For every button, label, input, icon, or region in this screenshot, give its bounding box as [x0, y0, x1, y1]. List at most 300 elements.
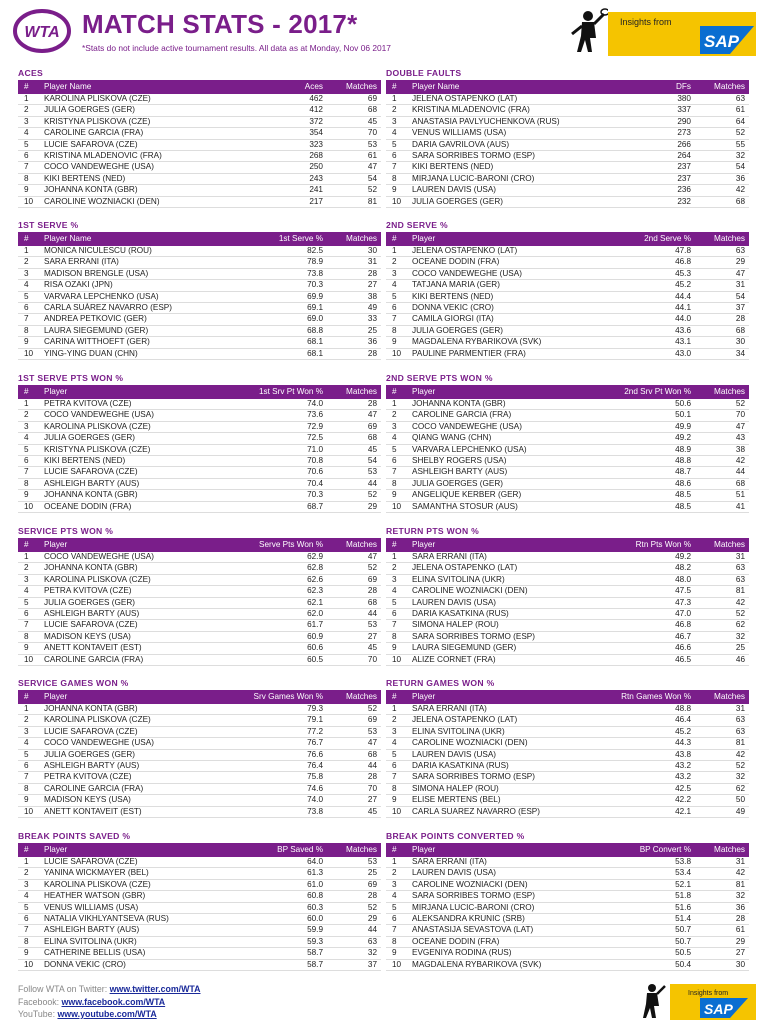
header-rank: # — [392, 845, 397, 854]
stat-cell: 50.1 — [675, 410, 691, 420]
player-cell: LAUREN DAVIS (USA) — [412, 749, 497, 759]
rank-cell: 5 — [24, 597, 29, 607]
matches-cell: 70 — [367, 783, 377, 793]
player-cell: JELENA OSTAPENKO (LAT) — [412, 715, 518, 725]
matches-cell: 42 — [735, 749, 745, 759]
matches-cell: 47 — [735, 421, 745, 431]
table-row — [386, 857, 749, 868]
wta-logo-text: WTA — [24, 24, 60, 41]
rank-cell: 4 — [392, 433, 397, 443]
rank-cell: 9 — [24, 795, 29, 805]
stat-cell: 69.0 — [307, 314, 323, 324]
player-cell: LAURA SIEGEMUND (GER) — [412, 643, 517, 653]
stat-cell: 59.3 — [307, 936, 323, 946]
table-row — [386, 479, 749, 490]
player-cell: VENUS WILLIAMS (USA) — [412, 128, 507, 138]
rank-cell: 5 — [24, 749, 29, 759]
matches-cell: 68 — [735, 478, 745, 488]
table-row — [386, 632, 749, 643]
table-row — [18, 807, 381, 818]
matches-cell: 28 — [367, 348, 377, 358]
rank-cell: 1 — [392, 552, 397, 561]
table-row — [18, 784, 381, 795]
player-cell: ASHLEIGH BARTY (AUS) — [44, 925, 140, 935]
rank-cell: 10 — [24, 806, 34, 816]
twitter-link[interactable]: www.twitter.com/WTA — [109, 984, 201, 994]
sap-logo-icon — [700, 26, 754, 54]
player-cell: SARA ERRANI (ITA) — [412, 552, 487, 561]
table-row — [386, 655, 749, 666]
player-cell: JULIA GOERGES (GER) — [412, 325, 503, 335]
sap-band — [608, 12, 756, 56]
stat-cell: 74.6 — [307, 783, 323, 793]
table-row — [386, 807, 749, 818]
rank-cell: 8 — [392, 936, 397, 946]
table-row — [18, 563, 381, 574]
matches-cell: 31 — [735, 280, 745, 290]
player-cell: CARINA WITTHOEFT (GER) — [44, 337, 150, 347]
stat-cell: 50.6 — [675, 399, 691, 408]
matches-cell: 44 — [735, 467, 745, 477]
table-row — [18, 643, 381, 654]
table-row — [386, 410, 749, 421]
header-matches: Matches — [346, 82, 377, 91]
stat-cell: 323 — [309, 139, 323, 149]
table-row — [386, 105, 749, 116]
player-cell: KAROLINA PLISKOVA (CZE) — [44, 574, 151, 584]
rank-cell: 4 — [24, 433, 29, 443]
table-header — [18, 538, 381, 552]
player-cell: ANETT KONTAVEIT (EST) — [44, 643, 142, 653]
youtube-link[interactable]: www.youtube.com/WTA — [57, 1009, 157, 1019]
player-cell: KIKI BERTENS (NED) — [412, 162, 494, 172]
header-player: Player — [412, 540, 436, 549]
matches-cell: 47 — [367, 162, 377, 172]
player-cell: ANETT KONTAVEIT (EST) — [44, 806, 142, 816]
table-row — [386, 162, 749, 173]
rank-cell: 3 — [24, 879, 29, 889]
player-cell: KRISTINA MLADENOVIC (FRA) — [44, 150, 162, 160]
player-cell: JOHANNA KONTA (GBR) — [44, 185, 138, 195]
rank-cell: 6 — [392, 150, 397, 160]
matches-cell: 81 — [735, 586, 745, 596]
player-cell: SARA ERRANI (ITA) — [412, 857, 487, 866]
matches-cell: 70 — [735, 410, 745, 420]
player-cell: LAURA SIEGEMUND (GER) — [44, 325, 149, 335]
rank-cell: 2 — [24, 105, 29, 115]
stat-cell: 44.3 — [675, 738, 691, 748]
stat-cell: 78.9 — [307, 257, 323, 267]
header-rank: # — [24, 845, 29, 854]
stat-cell: 354 — [309, 128, 323, 138]
rank-cell: 9 — [24, 948, 29, 958]
rank-cell: 7 — [392, 162, 397, 172]
sap-footer-label: Insights from — [688, 990, 729, 997]
stat-cell: 62.8 — [307, 563, 323, 573]
table-row — [386, 490, 749, 501]
break-points-converted-section — [386, 829, 749, 971]
stat-cell: 53.4 — [675, 868, 691, 878]
player-cell: MADISON KEYS (USA) — [44, 795, 131, 805]
player-cell: KIKI BERTENS (NED) — [412, 291, 494, 301]
player-cell: CAROLINE WOZNIACKI (DEN) — [412, 879, 528, 889]
matches-cell: 53 — [367, 620, 377, 630]
rank-cell: 1 — [24, 94, 29, 103]
header-rank: # — [24, 540, 29, 549]
player-cell: KAROLINA PLISKOVA (CZE) — [44, 421, 151, 431]
table-row — [18, 445, 381, 456]
rank-cell: 6 — [24, 302, 29, 312]
header-rank: # — [392, 82, 397, 91]
table-header — [18, 385, 381, 399]
table-row — [18, 174, 381, 185]
rank-cell: 5 — [24, 139, 29, 149]
matches-cell: 52 — [367, 185, 377, 195]
table-row — [386, 257, 749, 268]
player-cell: JULIA GOERGES (GER) — [412, 196, 503, 206]
table-row — [18, 891, 381, 902]
player-cell: ASHLEIGH BARTY (AUS) — [44, 478, 140, 488]
player-cell: COCO VANDEWEGHE (USA) — [44, 738, 154, 748]
table-header — [386, 80, 749, 94]
matches-cell: 31 — [735, 552, 745, 561]
table-row — [18, 914, 381, 925]
player-cell: LUCIE SAFAROVA (CZE) — [44, 139, 138, 149]
stat-cell: 73.6 — [307, 410, 323, 420]
rank-cell: 7 — [24, 925, 29, 935]
table-row — [386, 445, 749, 456]
matches-cell: 44 — [367, 608, 377, 618]
player-cell: JELENA OSTAPENKO (LAT) — [412, 246, 518, 255]
stat-cell: 68.1 — [307, 348, 323, 358]
matches-cell: 54 — [735, 291, 745, 301]
stat-cell: 43.8 — [675, 749, 691, 759]
stats-note: *Stats do not include active tournament results. All data as at Monday, Nov 06 2017 — [82, 43, 391, 53]
stat-cell: 60.6 — [307, 643, 323, 653]
header-matches: Matches — [346, 540, 377, 549]
matches-cell: 61 — [367, 150, 377, 160]
table-row — [386, 117, 749, 128]
stat-cell: 64.0 — [307, 857, 323, 866]
rank-cell: 5 — [392, 902, 397, 912]
sap-banner — [568, 8, 756, 60]
table-row — [18, 727, 381, 738]
table-row — [386, 303, 749, 314]
stat-cell: 62.3 — [307, 586, 323, 596]
matches-cell: 30 — [735, 337, 745, 347]
rank-cell: 6 — [24, 913, 29, 923]
matches-cell: 25 — [367, 325, 377, 335]
matches-cell: 42 — [735, 185, 745, 195]
matches-cell: 52 — [735, 128, 745, 138]
player-cell: MONICA NICULESCU (ROU) — [44, 246, 152, 255]
matches-cell: 37 — [367, 959, 377, 969]
player-cell: PAULINE PARMENTIER (FRA) — [412, 348, 526, 358]
table-row — [386, 349, 749, 360]
rank-cell: 4 — [392, 280, 397, 290]
table-row — [386, 738, 749, 749]
table-row — [18, 632, 381, 643]
stat-cell: 43.2 — [675, 760, 691, 770]
matches-cell: 45 — [367, 806, 377, 816]
rank-cell: 6 — [24, 608, 29, 618]
stat-cell: 42.1 — [675, 806, 691, 816]
table-row — [18, 314, 381, 325]
rank-cell: 1 — [392, 399, 397, 408]
rank-cell: 5 — [24, 902, 29, 912]
sap-logo-text: SAP — [704, 32, 739, 51]
player-cell: SARA SORRIBES TORMO (ESP) — [412, 631, 535, 641]
table-row — [386, 868, 749, 879]
stat-cell: 243 — [309, 173, 323, 183]
stat-cell: 44.0 — [675, 314, 691, 324]
matches-cell: 68 — [367, 597, 377, 607]
rank-cell: 9 — [392, 643, 397, 653]
stat-cell: 70.6 — [307, 467, 323, 477]
header-player: Player — [44, 692, 68, 701]
stat-cell: 42.2 — [675, 795, 691, 805]
rank-cell: 1 — [24, 857, 29, 866]
matches-cell: 81 — [367, 196, 377, 206]
header-rank: # — [392, 692, 397, 701]
player-cell: LUCIE SAFAROVA (CZE) — [44, 726, 138, 736]
rank-cell: 4 — [24, 586, 29, 596]
player-cell: CAROLINE WOZNIACKI (DEN) — [412, 586, 528, 596]
header-player: Player Name — [44, 234, 92, 243]
table-row — [18, 105, 381, 116]
stat-cell: 48.8 — [675, 455, 691, 465]
rank-cell: 10 — [392, 501, 402, 511]
stat-cell: 217 — [309, 196, 323, 206]
player-cell: ELINA SVITOLINA (UKR) — [412, 726, 505, 736]
matches-cell: 36 — [367, 337, 377, 347]
table-row — [386, 715, 749, 726]
table-row — [386, 795, 749, 806]
rank-cell: 8 — [24, 783, 29, 793]
matches-cell: 54 — [367, 173, 377, 183]
rank-cell: 9 — [392, 337, 397, 347]
matches-cell: 29 — [367, 501, 377, 511]
matches-cell: 25 — [735, 643, 745, 653]
matches-cell: 30 — [735, 959, 745, 969]
stat-cell: 70.8 — [307, 455, 323, 465]
matches-cell: 68 — [367, 105, 377, 115]
player-cell: SIMONA HALEP (ROU) — [412, 783, 499, 793]
player-cell: YING-YING DUAN (CHN) — [44, 348, 138, 358]
player-cell: KRISTYNA PLISKOVA (CZE) — [44, 444, 151, 454]
table-row — [386, 246, 749, 257]
section-title: ACES — [18, 68, 44, 78]
player-cell: ASHLEIGH BARTY (AUS) — [44, 608, 140, 618]
player-cell: LUCIE SAFAROVA (CZE) — [44, 857, 138, 866]
table-row — [18, 575, 381, 586]
player-cell: DARIA KASATKINA (RUS) — [412, 760, 509, 770]
header-stat: DFs — [675, 82, 691, 91]
player-cell: JULIA GOERGES (GER) — [44, 433, 135, 443]
facebook-link[interactable]: www.facebook.com/WTA — [61, 996, 166, 1007]
rank-cell: 2 — [24, 257, 29, 267]
stat-cell: 53.8 — [675, 857, 691, 866]
matches-cell: 63 — [735, 94, 745, 103]
stat-cell: 51.4 — [675, 913, 691, 923]
rank-cell: 10 — [24, 959, 34, 969]
header-stat: BP Convert % — [639, 845, 691, 854]
stat-cell: 48.2 — [675, 563, 691, 573]
first-serve-section — [18, 218, 381, 360]
stat-cell: 72.9 — [307, 421, 323, 431]
matches-cell: 32 — [735, 772, 745, 782]
stat-cell: 50.5 — [675, 948, 691, 958]
player-cell: JULIA GOERGES (GER) — [44, 749, 135, 759]
header-matches: Matches — [346, 845, 377, 854]
rank-cell: 7 — [392, 314, 397, 324]
table-row — [386, 903, 749, 914]
table-row — [18, 326, 381, 337]
table-row — [386, 575, 749, 586]
table-row — [18, 128, 381, 139]
player-cell: JULIA GOERGES (GER) — [44, 105, 135, 115]
matches-cell: 54 — [735, 162, 745, 172]
player-cell: KRISTYNA PLISKOVA (CZE) — [44, 116, 151, 126]
table-row — [18, 117, 381, 128]
table-row — [386, 704, 749, 715]
table-row — [386, 467, 749, 478]
header-rank: # — [24, 234, 29, 243]
stat-cell: 71.0 — [307, 444, 323, 454]
rank-cell: 8 — [24, 478, 29, 488]
table-header — [386, 385, 749, 399]
rank-cell: 6 — [24, 760, 29, 770]
matches-cell: 63 — [735, 726, 745, 736]
rank-cell: 1 — [392, 704, 397, 713]
player-cell: JOHANNA KONTA (GBR) — [412, 399, 506, 408]
section-title: RETURN GAMES WON % — [386, 678, 495, 688]
first-serve-pts-won-section — [18, 371, 381, 513]
matches-cell: 42 — [735, 597, 745, 607]
rank-cell: 5 — [392, 444, 397, 454]
matches-cell: 42 — [735, 868, 745, 878]
rank-cell: 3 — [24, 574, 29, 584]
table-row — [18, 269, 381, 280]
rank-cell: 3 — [392, 116, 397, 126]
player-cell: CAROLINE GARCIA (FRA) — [44, 654, 144, 664]
table-row — [18, 490, 381, 501]
table-row — [386, 772, 749, 783]
header-matches: Matches — [714, 82, 745, 91]
player-cell: LUCIE SAFAROVA (CZE) — [44, 467, 138, 477]
stat-cell: 59.9 — [307, 925, 323, 935]
matches-cell: 44 — [367, 925, 377, 935]
player-cell: YANINA WICKMAYER (BEL) — [44, 868, 149, 878]
rank-cell: 8 — [392, 783, 397, 793]
stat-cell: 73.8 — [307, 268, 323, 278]
matches-cell: 28 — [367, 891, 377, 901]
rank-cell: 5 — [392, 139, 397, 149]
table-row — [18, 433, 381, 444]
rank-cell: 3 — [24, 268, 29, 278]
header-rank: # — [24, 387, 29, 396]
table-row — [18, 94, 381, 105]
player-cell: MADISON BRENGLE (USA) — [44, 268, 149, 278]
stat-cell: 264 — [677, 150, 691, 160]
table-row — [386, 337, 749, 348]
section-title: RETURN PTS WON % — [386, 526, 480, 536]
player-cell: PETRA KVITOVA (CZE) — [44, 772, 132, 782]
header-stat: 2nd Serve % — [644, 234, 691, 243]
matches-cell: 52 — [367, 902, 377, 912]
rank-cell: 8 — [392, 173, 397, 183]
rank-cell: 9 — [392, 948, 397, 958]
rank-cell: 7 — [392, 772, 397, 782]
section-title: 1ST SERVE PTS WON % — [18, 373, 124, 383]
player-cell: QIANG WANG (CHN) — [412, 433, 492, 443]
stat-cell: 266 — [677, 139, 691, 149]
player-cell: EVGENIYA RODINA (RUS) — [412, 948, 512, 958]
matches-cell: 27 — [367, 631, 377, 641]
player-cell: TATJANA MARIA (GER) — [412, 280, 500, 290]
matches-cell: 27 — [735, 948, 745, 958]
rank-cell: 6 — [392, 302, 397, 312]
header-matches: Matches — [346, 692, 377, 701]
player-cell: PETRA KVITOVA (CZE) — [44, 586, 132, 596]
rank-cell: 2 — [392, 563, 397, 573]
header-stat: Serve Pts Won % — [258, 540, 323, 549]
rank-cell: 10 — [392, 806, 402, 816]
rank-cell: 6 — [392, 760, 397, 770]
header-rank: # — [24, 82, 29, 91]
rank-cell: 3 — [24, 726, 29, 736]
matches-cell: 31 — [735, 704, 745, 713]
stat-cell: 62.0 — [307, 608, 323, 618]
player-cell: ANGELIQUE KERBER (GER) — [412, 490, 522, 500]
player-cell: DONNA VEKIC (CRO) — [412, 302, 494, 312]
table-row — [386, 399, 749, 410]
table-row — [18, 586, 381, 597]
table-header — [18, 690, 381, 704]
matches-cell: 29 — [735, 257, 745, 267]
matches-cell: 69 — [367, 94, 377, 103]
rank-cell: 6 — [392, 608, 397, 618]
table-row — [386, 914, 749, 925]
rank-cell: 6 — [24, 455, 29, 465]
aces-section — [18, 66, 381, 208]
table-row — [386, 456, 749, 467]
stat-cell: 48.6 — [675, 478, 691, 488]
table-row — [386, 937, 749, 948]
player-cell: COCO VANDEWEGHE (USA) — [412, 268, 522, 278]
section-title: SERVICE GAMES WON % — [18, 678, 129, 688]
rank-cell: 10 — [24, 501, 34, 511]
matches-cell: 68 — [735, 196, 745, 206]
table-row — [386, 433, 749, 444]
table-row — [386, 925, 749, 936]
rank-cell: 10 — [24, 654, 34, 664]
header-stat: Aces — [304, 82, 323, 91]
player-cell: KIKI BERTENS (NED) — [44, 173, 126, 183]
stat-cell: 60.8 — [307, 891, 323, 901]
rank-cell: 4 — [24, 128, 29, 138]
table-row — [386, 314, 749, 325]
stat-cell: 51.8 — [675, 891, 691, 901]
rank-cell: 8 — [24, 173, 29, 183]
stat-cell: 61.3 — [307, 868, 323, 878]
rank-cell: 9 — [24, 643, 29, 653]
stat-cell: 290 — [677, 116, 691, 126]
player-cell: CAMILA GIORGI (ITA) — [412, 314, 494, 324]
matches-cell: 31 — [367, 257, 377, 267]
matches-cell: 70 — [367, 654, 377, 664]
rank-cell: 1 — [24, 704, 29, 713]
